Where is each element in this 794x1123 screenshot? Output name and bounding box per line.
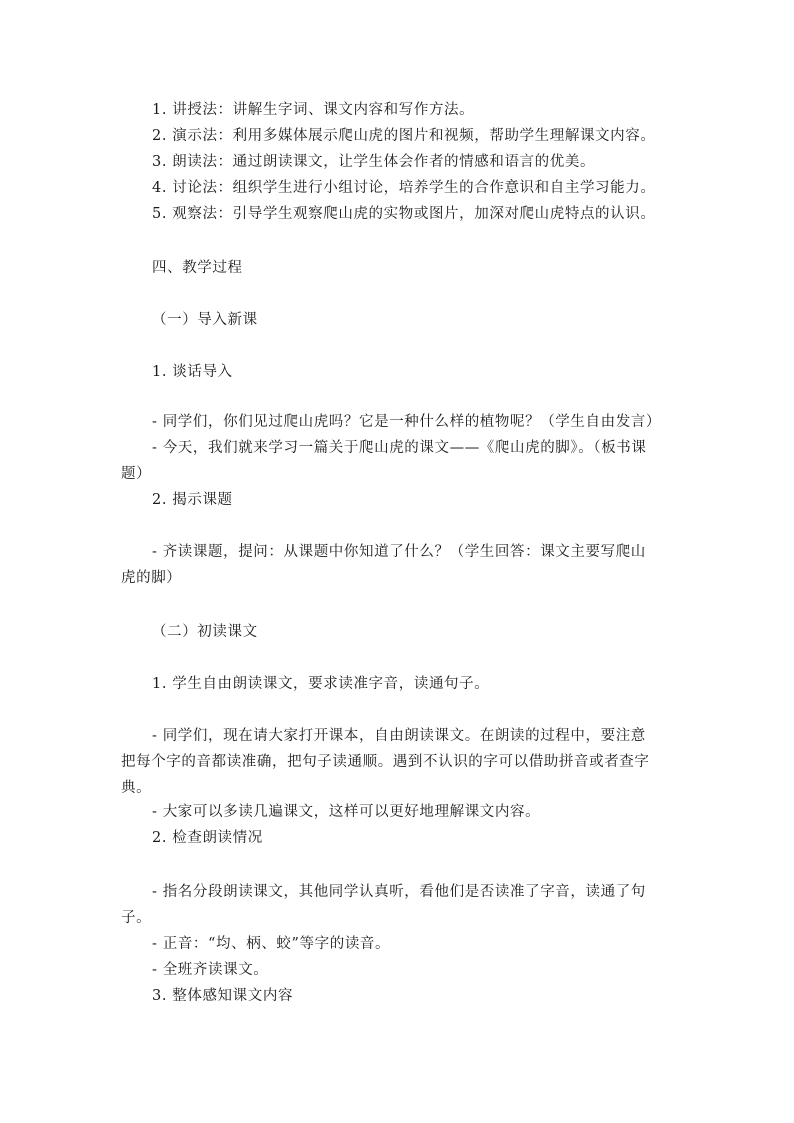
part1-item2-line1a: - 齐读课题，提问：从课题中你知道了什么？（学生回答：课文主要写爬山	[152, 544, 646, 560]
part1-heading: （一）导入新课	[152, 312, 258, 328]
part1-item1-line2a: - 今天，我们就来学习一篇关于爬山虎的课文——《爬山虎的脚》。（板书课	[152, 440, 647, 456]
section-heading: 四、教学过程	[152, 260, 243, 276]
method-item-1: 1. 讲授法：讲解生字词、课文内容和写作方法。	[152, 102, 475, 118]
part2-item1-line1c: 典。	[121, 780, 152, 796]
method-item-2: 2. 演示法：利用多媒体展示爬山虎的图片和视频，帮助学生理解课文内容。	[152, 128, 656, 144]
part2-item2-line1a: - 指名分段朗读课文，其他同学认真听，看他们是否读准了字音，读通了句	[152, 884, 646, 900]
part2-item1-line1b: 把每个字的音都读准确，把句子读通顺。遇到不认识的字可以借助拼音或者查字	[121, 754, 650, 770]
part2-item1-title: 1. 学生自由朗读课文，要求读准字音，读通句子。	[152, 676, 490, 692]
method-item-4: 4. 讨论法：组织学生进行小组讨论，培养学生的合作意识和自主学习能力。	[152, 180, 656, 196]
part2-item1-line1a: - 同学们，现在请大家打开课本，自由朗读课文。在朗读的过程中，要注意	[152, 728, 646, 744]
part1-item1-title: 1. 谈话导入	[152, 364, 233, 380]
part2-heading: （二）初读课文	[152, 624, 258, 640]
part2-item3-title: 3. 整体感知课文内容	[152, 988, 294, 1004]
part2-item1-line2: - 大家可以多读几遍课文，这样可以更好地理解课文内容。	[152, 804, 541, 820]
part1-item2-line1b: 虎的脚）	[121, 570, 182, 586]
method-item-5: 5. 观察法：引导学生观察爬山虎的实物或图片，加深对爬山虎特点的认识。	[152, 206, 656, 222]
part1-item1-line2b: 题）	[121, 466, 152, 482]
method-item-3: 3. 朗读法：通过朗读课文，让学生体会作者的情感和语言的优美。	[152, 154, 596, 170]
part2-item2-title: 2. 检查朗读情况	[152, 830, 263, 846]
part1-item1-line1: - 同学们，你们见过爬山虎吗？它是一种什么样的植物呢？（学生自由发言）	[152, 414, 662, 430]
part2-item2-line3: - 全班齐读课文。	[152, 962, 269, 978]
part2-item2-line1b: 子。	[121, 910, 152, 926]
part2-item2-line2: - 正音：“均、柄、蛟”等字的读音。	[152, 936, 391, 952]
part1-item2-title: 2. 揭示课题	[152, 492, 233, 508]
